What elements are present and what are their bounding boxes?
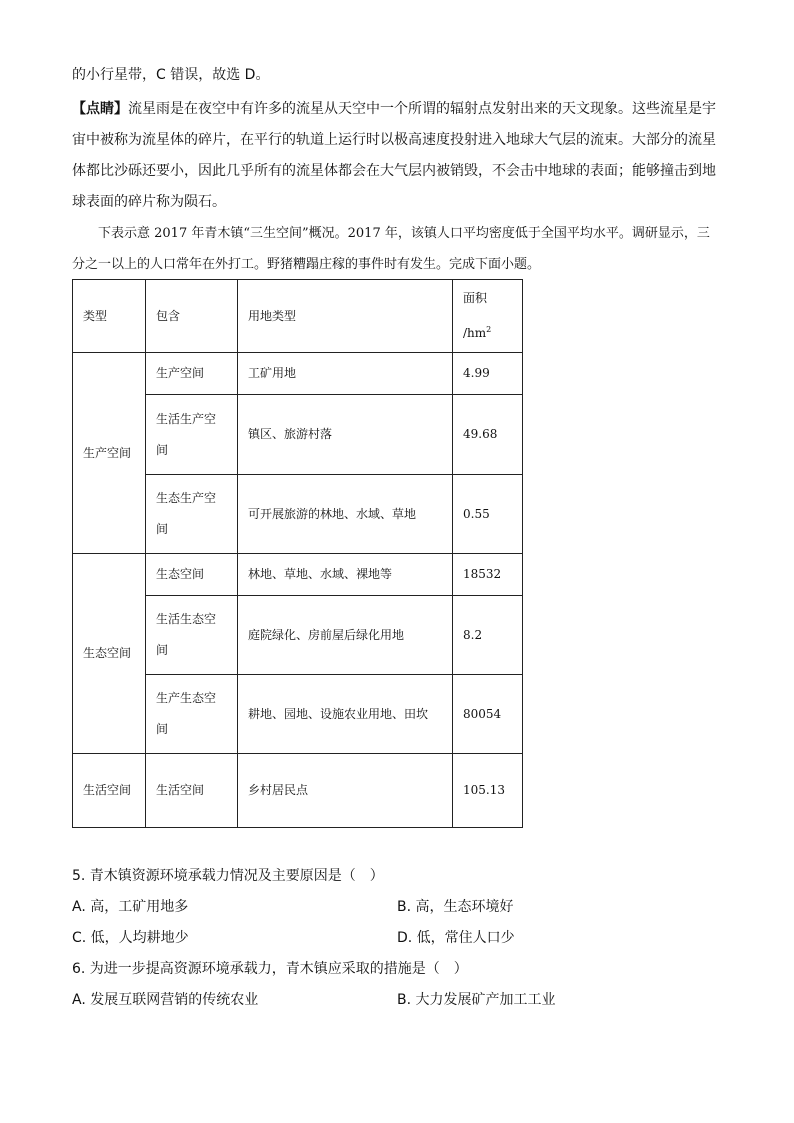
question-5-stem: 5. 青木镇资源环境承载力情况及主要原因是（ ） — [72, 868, 384, 884]
area-cell: 4.99 — [453, 353, 523, 395]
header-area — [453, 280, 523, 353]
land-cell: 工矿用地 — [238, 353, 453, 395]
land-cell: 庭院绿化、房前屋后绿化用地 — [238, 596, 453, 675]
area-cell: 80054 — [453, 675, 523, 754]
contains-cell: 生活生产空间 — [146, 395, 238, 475]
land-cell: 耕地、园地、设施农业用地、田坎 — [238, 675, 453, 754]
area-cell: 8.2 — [453, 596, 523, 675]
question-5-option-a[interactable]: A. 高，工矿用地多 — [72, 899, 189, 915]
contains-cell: 生态空间 — [146, 554, 238, 596]
land-cell: 可开展旅游的林地、水域、草地 — [238, 475, 453, 554]
question-5-option-d[interactable]: D. 低，常住人口少 — [397, 930, 515, 946]
three-space-table — [72, 279, 523, 828]
table-row — [73, 754, 523, 828]
intro-line: 的小行星带，C 错误，故选 D。 — [72, 67, 270, 83]
question-5-option-c[interactable]: C. 低，人均耕地少 — [72, 930, 189, 946]
header-area-label: 面积 — [463, 291, 488, 305]
table-header-row — [73, 280, 523, 353]
area-cell: 49.68 — [453, 395, 523, 475]
tip-text: 流星雨是在夜空中有许多的流星从天空中一个所谓的辐射点发射出来的天文现象。这些流星是宇宙中被称为流星体的碎片，在平行的轨道上运行时以极高速度投射进入地球大气层的流束。大部分的流星体都比沙砾还要小，因此几乎所有的流星体都会在大气层内被销毁，不会击中地球的表面；能够撞击到地球表面的碎片称为陨石。 — [72, 101, 716, 210]
group-type-cell: 生活空间 — [73, 754, 146, 828]
area-cell: 18532 — [453, 554, 523, 596]
header-contains: 包含 — [146, 280, 238, 353]
tip-paragraph — [72, 94, 722, 218]
contains-cell: 生产生态空间 — [146, 675, 238, 754]
passage-text: 下表示意 2017 年青木镇“三生空间”概况。2017 年，该镇人口平均密度低于全国平均水平。调研显示，三分之一以上的人口常年在外打工。野猪糟蹋庄稼的事件时有发生。完成下面小题。 — [72, 226, 710, 272]
contains-cell: 生活空间 — [146, 754, 238, 828]
header-type: 类型 — [73, 280, 146, 353]
header-area-unit-sup: 2 — [486, 325, 492, 334]
land-cell: 乡村居民点 — [238, 754, 453, 828]
group-type-cell: 生态空间 — [73, 554, 146, 754]
question-6-stem: 6. 为进一步提高资源环境承载力，青木镇应采取的措施是（ ） — [72, 961, 468, 977]
question-5-option-b[interactable]: B. 高，生态环境好 — [397, 899, 514, 915]
table-row — [73, 353, 523, 395]
area-cell: 105.13 — [453, 754, 523, 828]
question-6-option-a[interactable]: A. 发展互联网营销的传统农业 — [72, 992, 259, 1008]
header-area-unit: /hm — [463, 326, 487, 340]
group-type-cell: 生产空间 — [73, 353, 146, 554]
contains-cell: 生活生态空间 — [146, 596, 238, 675]
contains-cell: 生产空间 — [146, 353, 238, 395]
land-cell: 镇区、旅游村落 — [238, 395, 453, 475]
question-6-option-b[interactable]: B. 大力发展矿产加工工业 — [397, 992, 556, 1008]
header-land: 用地类型 — [238, 280, 453, 353]
tip-label: 【点睛】 — [72, 101, 128, 117]
contains-cell: 生态生产空间 — [146, 475, 238, 554]
table-row — [73, 554, 523, 596]
land-cell: 林地、草地、水域、裸地等 — [238, 554, 453, 596]
area-cell: 0.55 — [453, 475, 523, 554]
